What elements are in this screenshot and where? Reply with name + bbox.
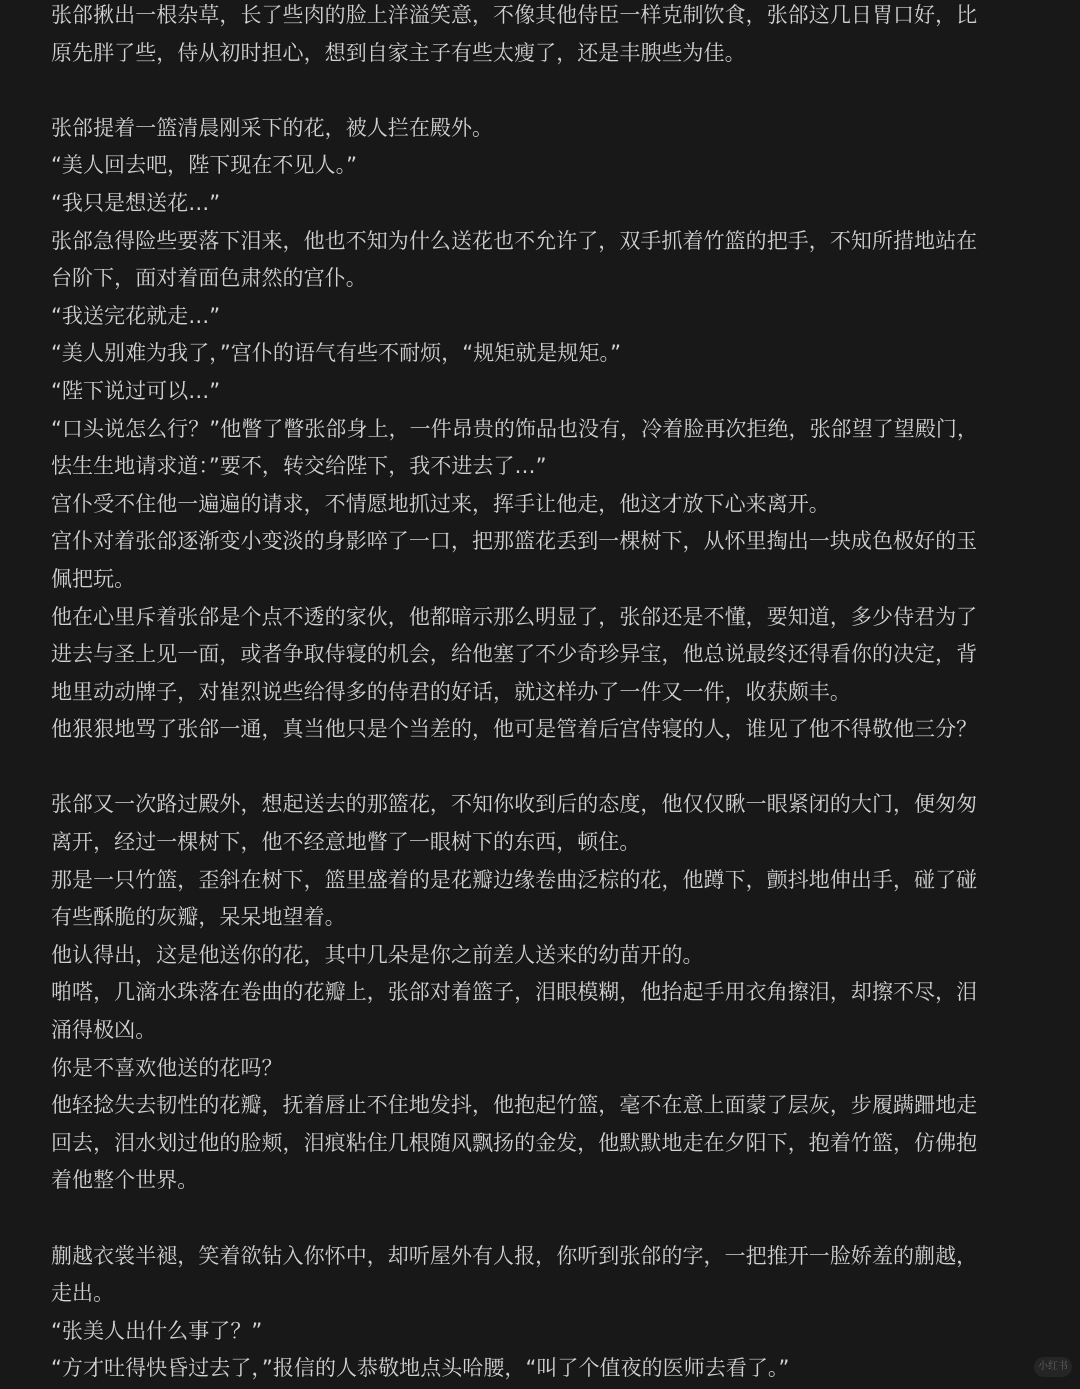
text-line: 台阶下，面对着面色肃然的宫仆。: [51, 266, 367, 291]
text-line: 蒯越衣裳半褪，笑着欲钻入你怀中，却听屋外有人报，你听到张郃的字，一把推开一脸娇羞的蒯越，: [51, 1243, 978, 1268]
text-line: 啪嗒，几滴水珠落在卷曲的花瓣上，张郃对着篮子，泪眼模糊，他抬起手用衣角擦泪，却擦不尽，泪: [51, 980, 978, 1005]
text-line: “方才吐得快昏过去了，”报信的人恭敬地点头哈腰，“叫了个值夜的医师去看了。”: [51, 1356, 790, 1381]
text-line: 他在心里斥着张郃是个点不透的家伙，他都暗示那么明显了，张郃还是不懂，要知道，多少侍君为了: [51, 604, 978, 629]
story-text: [51, 0, 1026, 1388]
paragraph-gap: [51, 749, 1026, 787]
text-line: “张美人出什么事了？”: [51, 1318, 263, 1343]
text-line: 着他整个世界。: [51, 1168, 199, 1193]
text-line: 有些酥脆的灰瓣，呆呆地望着。: [51, 905, 346, 930]
text-line: 那是一只竹篮，歪斜在树下，篮里盛着的是花瓣边缘卷曲泛棕的花，他蹲下，颤抖地伸出手，碰了碰: [51, 867, 978, 892]
text-line: 宫仆对着张郃逐渐变小变淡的身影啐了一口，把那篮花丢到一棵树下，从怀里掏出一块成色极好的玉: [51, 529, 978, 554]
text-line: 宫仆受不住他一遍遍的请求，不情愿地抓过来，挥手让他走，他这才放下心来离开。: [51, 491, 830, 516]
paragraph-gap: [51, 1200, 1026, 1238]
text-line: 张郃又一次路过殿外，想起送去的那篮花，不知你收到后的态度，他仅仅瞅一眼紧闭的大门，便匆匆: [51, 792, 978, 817]
text-line: “美人回去吧，陛下现在不见人。”: [51, 153, 358, 178]
text-line: “我送完花就走…”: [51, 303, 221, 328]
text-line: 怯生生地请求道：”要不，转交给陛下，我不进去了…”: [51, 454, 547, 479]
text-line: 回去，泪水划过他的脸颊，泪痕粘住几根随风飘扬的金发，他默默地走在夕阳下，抱着竹篮，仿佛抱: [51, 1130, 978, 1155]
watermark-logo: 小红书: [1034, 1357, 1072, 1377]
text-line: 佩把玩。: [51, 566, 136, 591]
text-line: 他狠狠地骂了张郃一通，真当他只是个当差的，他可是管着后宫侍寝的人，谁见了他不得敬他三分？: [51, 717, 978, 742]
text-line: 他认得出，这是他送你的花，其中几朵是你之前差人送来的幼苗开的。: [51, 942, 704, 967]
text-line: 张郃急得险些要落下泪来，他也不知为什么送花也不允许了，双手抓着竹篮的把手，不知所措地站在: [51, 228, 978, 253]
text-line: 地里动动牌子，对崔烈说些给得多的侍君的好话，就这样办了一件又一件，收获颇丰。: [51, 679, 851, 704]
text-line: “口头说怎么行？”他瞥了瞥张郃身上，一件昂贵的饰品也没有，冷着脸再次拒绝，张郃望了望殿门，: [51, 416, 979, 441]
text-line: 进去与圣上见一面，或者争取侍寝的机会，给他塞了不少奇珍异宝，他总说最终还得看你的决定，背: [51, 642, 978, 667]
text-line: 走出。: [51, 1281, 115, 1306]
text-line: 原先胖了些，侍从初时担心，想到自家主子有些太瘦了，还是丰腴些为佳。: [51, 40, 746, 65]
text-line: 张郃提着一篮清晨刚采下的花，被人拦在殿外。: [51, 115, 494, 140]
text-line: “陛下说过可以…”: [51, 378, 221, 403]
text-line: 离开，经过一棵树下，他不经意地瞥了一眼树下的东西，顿住。: [51, 830, 641, 855]
text-line: “美人别难为我了，”宫仆的语气有些不耐烦，“规矩就是规矩。”: [51, 341, 622, 366]
text-line: 你是不喜欢他送的花吗？: [51, 1055, 283, 1080]
text-line: 他轻捻失去韧性的花瓣，抚着唇止不住地发抖，他抱起竹篮，毫不在意上面蒙了层灰，步履蹒跚地走: [51, 1093, 978, 1118]
text-line: 张郃揪出一根杂草，长了些肉的脸上洋溢笑意，不像其他侍臣一样克制饮食，张郃这几日胃口好，比: [51, 3, 978, 27]
text-line: “我只是想送花…”: [51, 190, 221, 215]
text-line: 涌得极凶。: [51, 1018, 157, 1043]
paragraph-gap: [51, 72, 1026, 110]
